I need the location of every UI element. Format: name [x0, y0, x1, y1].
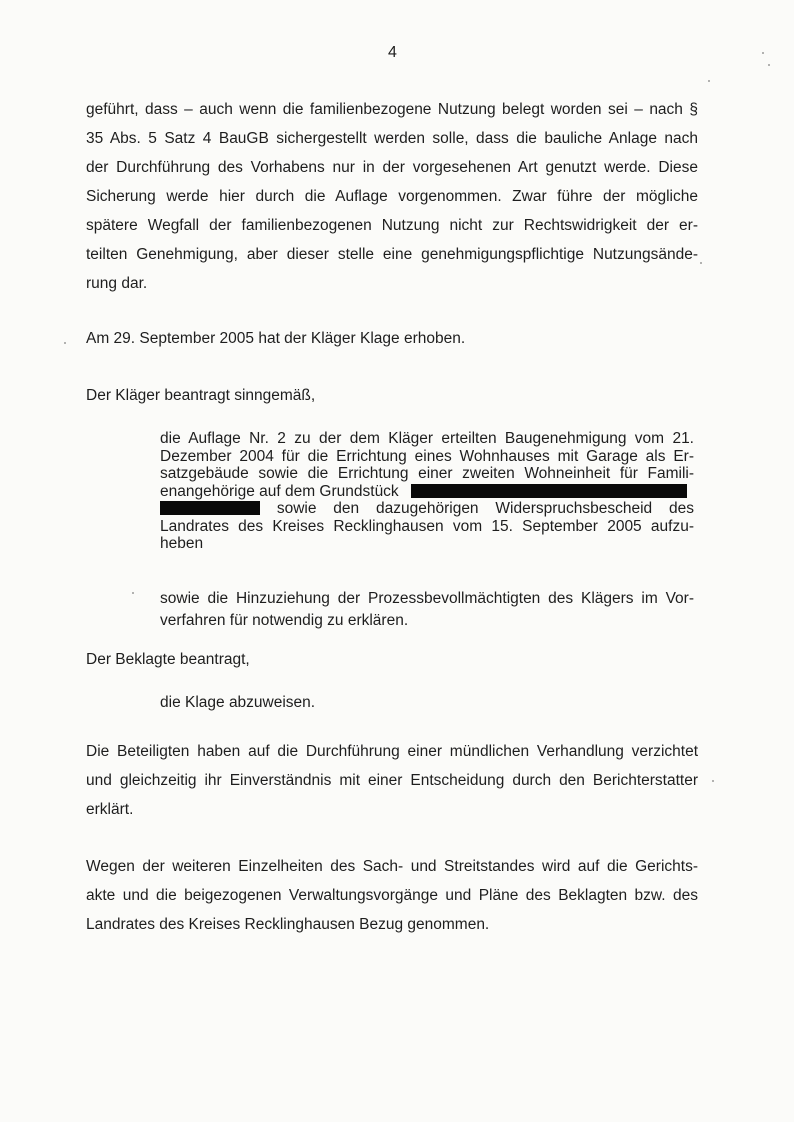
text-line: Landrates des Kreises Recklinghausen vom 15. September 2005 aufzu-: [160, 517, 694, 535]
paragraph-2: [86, 324, 698, 353]
text-line: heben: [160, 535, 204, 552]
text-line: rung dar.: [86, 275, 148, 292]
paragraph-5: [86, 737, 698, 824]
page-number: 4: [388, 44, 397, 61]
text-line: die Klage abzuweisen.: [160, 694, 316, 711]
text-line: Wegen der weiteren Einzelheiten des Sach- und Streitstandes wird auf die Gerichts-: [86, 858, 698, 875]
text-line-with-redaction: [160, 483, 694, 501]
text-line: Sicherung werde hier durch die Auflage vorgenommen. Zwar führe der mögliche: [86, 188, 698, 205]
text-segment: enangehörige auf dem Grundstück: [160, 482, 399, 500]
text-line-with-redaction: [160, 500, 694, 518]
text-line: Der Beklagte beantragt,: [86, 651, 250, 668]
scan-speck: [712, 780, 714, 782]
text-line: sowie die Hinzuziehung der Prozessbevollmächtigten des Klägers im Vor-: [160, 590, 694, 607]
scan-speck: [708, 80, 710, 82]
text-line: die Auflage Nr. 2 zu der dem Kläger erteilten Baugenehmigung vom 21.: [160, 430, 694, 447]
paragraph-4: [86, 645, 698, 674]
text-line: Landrates des Kreises Recklinghausen Bezug genommen.: [86, 916, 490, 933]
redaction-bar: [160, 501, 260, 515]
text-line: Am 29. September 2005 hat der Kläger Klage erhoben.: [86, 330, 466, 347]
scan-speck: [762, 52, 764, 54]
text-line: und gleichzeitig ihr Einverständnis mit einer Entscheidung durch den Berichterstatter: [86, 772, 698, 789]
motion-1: [160, 430, 694, 553]
text-line: der Durchführung des Vorhabens nur in der vorgesehenen Art genutzt werde. Diese: [86, 159, 698, 176]
scan-speck: [132, 592, 134, 594]
text-line: verfahren für notwendig zu erklären.: [160, 612, 409, 629]
scan-speck: [64, 342, 66, 344]
redaction-bar: [411, 484, 687, 498]
motion-3: [160, 694, 694, 712]
paragraph-6: [86, 852, 698, 939]
paragraph-3: [86, 381, 698, 410]
text-segment: sowie den dazugehörigen Widerspruchsbescheid des: [276, 500, 695, 517]
text-line: akte und die beigezogenen Verwaltungsvorgänge und Pläne des Beklagten bzw. des: [86, 887, 698, 904]
paragraph-1: [86, 95, 698, 298]
motion-2: [160, 588, 694, 632]
text-line: Die Beteiligten haben auf die Durchführung einer mündlichen Verhandlung verzichtet: [86, 743, 698, 760]
text-line: erklärt.: [86, 801, 134, 818]
scan-speck: [700, 262, 702, 264]
text-line: spätere Wegfall der familienbezogenen Nutzung nicht zur Rechtswidrigkeit der er-: [86, 217, 698, 234]
text-line: satzgebäude sowie die Errichtung einer zweiten Wohneinheit für Famili-: [160, 465, 694, 482]
text-line: 35 Abs. 5 Satz 4 BauGB sichergestellt werden solle, dass die bauliche Anlage nach: [86, 130, 698, 147]
scan-speck: [768, 64, 770, 66]
text-line: Der Kläger beantragt sinngemäß,: [86, 387, 316, 404]
text-line: Dezember 2004 für die Errichtung eines Wohnhauses mit Garage als Er-: [160, 447, 694, 465]
text-line: teilten Genehmigung, aber dieser stelle eine genehmigungspflichtige Nutzungsände-: [86, 246, 698, 263]
text-line: geführt, dass – auch wenn die familienbezogene Nutzung belegt worden sei – nach §: [86, 101, 698, 118]
